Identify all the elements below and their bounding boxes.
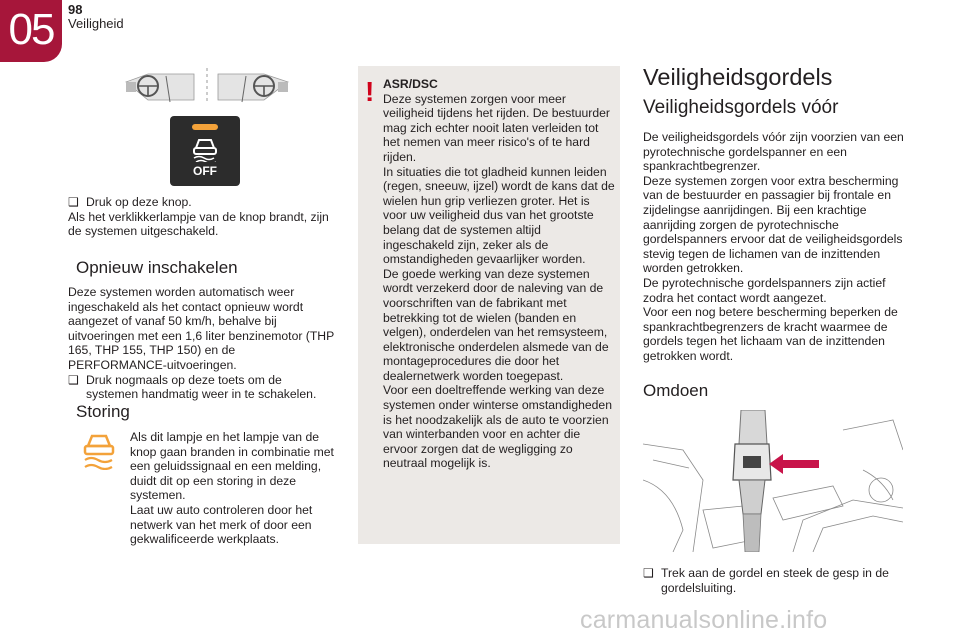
fault-section <box>130 430 336 547</box>
watermark: carmanualsonline.info <box>580 606 828 634</box>
chapter-number: 05 <box>8 5 54 54</box>
reenable-text: Deze systemen worden automatisch weer ingeschakeld als het contact opnieuw wordt aangezet of vanaf 50 km/h, behalve bij uitvoeringen met een 1,6 liter benzinemotor (THP 165, THP 155, THP 150) en de PERFORMANCE-uitvoeringen. <box>68 285 335 372</box>
fasten-instruction <box>643 566 907 595</box>
fault-text: Als dit lampje en het lampje van de knop gaan branden in combinatie met een geluidssignaal en een melding, duidt dit op een storing in deze systemen. <box>130 430 334 503</box>
seatbelt-text <box>643 130 907 364</box>
page-subtitle: Veiligheidsgordels vóór <box>643 97 839 118</box>
bullet-mark: ❑ <box>68 195 79 209</box>
panel-title: ASR/DSC <box>383 77 438 91</box>
bullet-mark: ❑ <box>643 566 654 580</box>
exclamation-icon: ! <box>365 76 375 107</box>
seatbelt-buckle-illustration <box>643 410 903 552</box>
press-bullet: Druk op deze knop. <box>86 195 192 209</box>
panel-paragraph-4: Voor een doeltreffende werking van deze systemen onder winterse omstandigheden is het noodzakelijk als de auto te voorzien van winterbanden voor en achter die ervoor zorgen dat de wegligging zo neutraal mogelijk is. <box>383 383 612 471</box>
skid-car-icon <box>190 136 220 162</box>
page-title: Veiligheidsgordels <box>643 64 833 90</box>
bullet-mark: ❑ <box>68 372 79 387</box>
asr-dsc-text <box>383 77 615 471</box>
car-interior-left-icon <box>126 74 194 102</box>
fault-heading: Storing <box>76 402 130 421</box>
steering-illustration <box>122 62 292 108</box>
reenable-bullet: Druk nogmaals op deze toets om de systemen handmatig weer in te schakelen. <box>86 372 317 402</box>
reenable-heading: Opnieuw inschakelen <box>76 258 238 277</box>
section-name: Veiligheid <box>68 16 124 31</box>
press-instructions <box>68 195 336 239</box>
panel-paragraph-1: Deze systemen zorgen voor meer veiligheid tijdens het rijden. De bestuurder mag zich echter nooit laten verleiden tot het nemen van meer risico's of te hard rijden. <box>383 91 610 164</box>
reenable-section <box>68 285 336 402</box>
skid-warning-icon <box>82 432 116 470</box>
seatbelt-paragraph-2: Deze systemen zorgen voor extra bescherming van de bestuurder en passagier bij frontale en zijdelingse aanrijdingen. Bij een krachtige aanrijding zorgen de pyrotechnische gordelspanners ervoor dat de veiligheidsgordels stevig tegen de lichamen van de inzittenden worden getrokken. <box>643 173 903 276</box>
esp-off-button <box>170 116 240 186</box>
seatbelt-paragraph-4: Voor een nog betere bescherming beperken de spankrachtbegrenzers de kracht waarmee de gordels tegen het lichaam van de inzittenden getrokken wordt. <box>643 305 898 363</box>
panel-paragraph-3: De goede werking van deze systemen wordt verzekerd door de naleving van de voorschriften van de fabrikant met betrekking tot de wielen (banden en velgen), onderdelen van het remsysteem, elektronische onderdelen alsmede van de montageprocedures die door het dealernetwerk worden toegepast. <box>383 266 609 383</box>
off-label: OFF <box>193 164 217 178</box>
panel-paragraph-2: In situaties die tot gladheid kunnen leiden (regen, sneeuw, ijzel) wordt de kans dat de wielen hun grip verliezen groter. Het is voor uw veiligheid dus van het grootste belang dat de systemen altijd ingeschakeld zijn, zeker als de omstandigheden gevaarlijker worden. <box>383 164 615 267</box>
fasten-heading: Omdoen <box>643 381 709 400</box>
page-number: 98 <box>68 2 83 17</box>
seatbelt-paragraph-3: De pyrotechnische gordelspanners zijn actief zodra het contact wordt aangezet. <box>643 275 886 305</box>
seatbelt-paragraph-1: De veiligheidsgordels vóór zijn voorzien van een pyrotechnische gordelspanner en een spankrachtbegrenzer. <box>643 130 904 174</box>
indicator-lamp <box>192 124 218 130</box>
press-note: Als het verklikkerlampje van de knop brandt, zijn de systemen uitgeschakeld. <box>68 209 329 239</box>
fault-text-2: Laat uw auto controleren door het netwerk van het merk of door een gekwalificeerde werkplaats. <box>130 502 313 547</box>
fasten-bullet: Trek aan de gordel en steek de gesp in de gordelsluiting. <box>661 566 889 595</box>
car-interior-right-icon <box>218 74 288 102</box>
